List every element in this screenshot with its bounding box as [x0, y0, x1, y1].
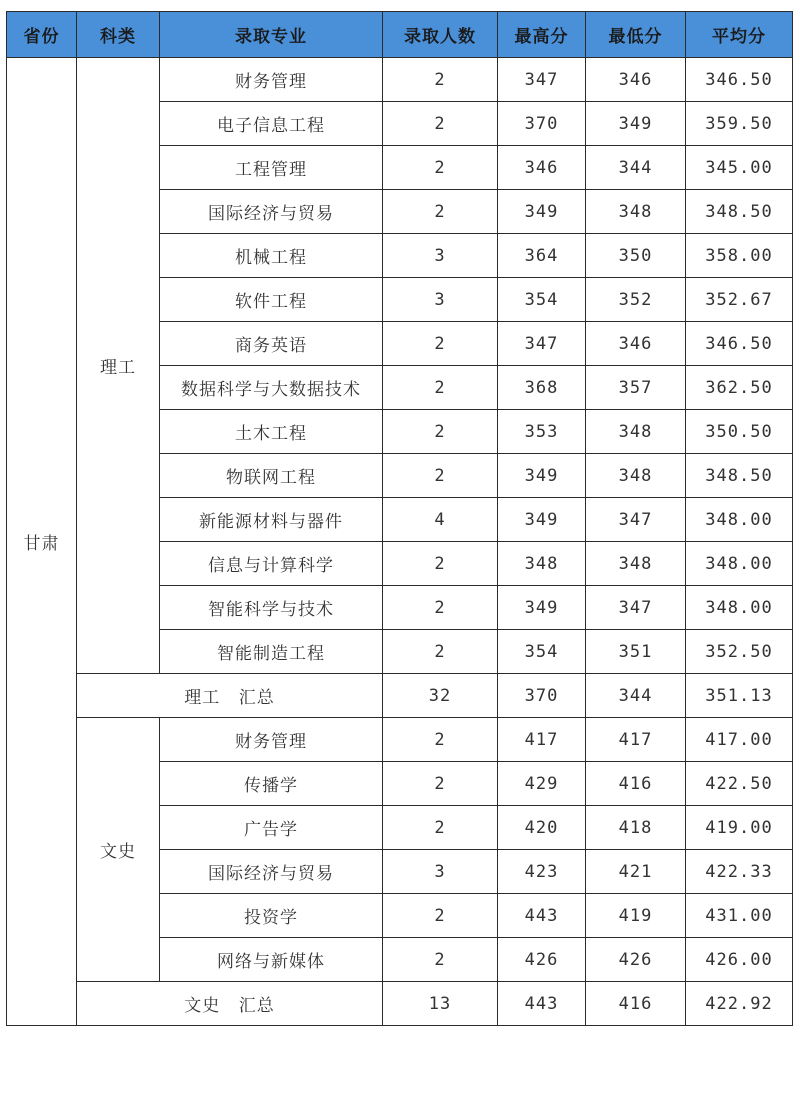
count-cell: 2: [383, 806, 498, 850]
min-score-cell: 344: [586, 146, 686, 190]
max-score-cell: 426: [498, 938, 586, 982]
subtotal-count: 32: [383, 674, 498, 718]
avg-score-cell: 419.00: [686, 806, 793, 850]
count-cell: 4: [383, 498, 498, 542]
max-score-cell: 420: [498, 806, 586, 850]
count-cell: 2: [383, 58, 498, 102]
min-score-cell: 347: [586, 586, 686, 630]
category-cell: 理工: [77, 58, 160, 674]
count-cell: 2: [383, 190, 498, 234]
min-score-cell: 347: [586, 498, 686, 542]
avg-score-cell: 358.00: [686, 234, 793, 278]
min-score-cell: 348: [586, 542, 686, 586]
count-cell: 2: [383, 630, 498, 674]
subtotal-row: [7, 982, 793, 1026]
count-cell: 3: [383, 850, 498, 894]
count-cell: 3: [383, 278, 498, 322]
major-cell: 传播学: [160, 762, 383, 806]
max-score-cell: 429: [498, 762, 586, 806]
avg-score-cell: 431.00: [686, 894, 793, 938]
count-cell: 2: [383, 894, 498, 938]
max-score-cell: 353: [498, 410, 586, 454]
avg-score-cell: 362.50: [686, 366, 793, 410]
major-cell: 工程管理: [160, 146, 383, 190]
min-score-cell: 351: [586, 630, 686, 674]
category-cell: 文史: [77, 718, 160, 982]
min-score-cell: 417: [586, 718, 686, 762]
avg-score-cell: 348.50: [686, 454, 793, 498]
subtotal-min-score: 416: [586, 982, 686, 1026]
major-cell: 投资学: [160, 894, 383, 938]
max-score-cell: 347: [498, 322, 586, 366]
min-score-cell: 346: [586, 58, 686, 102]
avg-score-cell: 346.50: [686, 322, 793, 366]
min-score-cell: 357: [586, 366, 686, 410]
max-score-cell: 349: [498, 190, 586, 234]
min-score-cell: 348: [586, 410, 686, 454]
min-score-cell: 419: [586, 894, 686, 938]
major-cell: 财务管理: [160, 718, 383, 762]
major-cell: 新能源材料与器件: [160, 498, 383, 542]
major-cell: 财务管理: [160, 58, 383, 102]
avg-score-cell: 359.50: [686, 102, 793, 146]
major-cell: 数据科学与大数据技术: [160, 366, 383, 410]
min-score-cell: 350: [586, 234, 686, 278]
count-cell: 2: [383, 102, 498, 146]
max-score-cell: 354: [498, 630, 586, 674]
major-cell: 土木工程: [160, 410, 383, 454]
header-avg-score: 平均分: [686, 12, 793, 58]
min-score-cell: 421: [586, 850, 686, 894]
avg-score-cell: 417.00: [686, 718, 793, 762]
min-score-cell: 346: [586, 322, 686, 366]
avg-score-cell: 352.50: [686, 630, 793, 674]
min-score-cell: 349: [586, 102, 686, 146]
major-cell: 商务英语: [160, 322, 383, 366]
major-cell: 智能制造工程: [160, 630, 383, 674]
avg-score-cell: 422.50: [686, 762, 793, 806]
header-count: 录取人数: [383, 12, 498, 58]
major-cell: 电子信息工程: [160, 102, 383, 146]
min-score-cell: 416: [586, 762, 686, 806]
major-cell: 物联网工程: [160, 454, 383, 498]
header-major: 录取专业: [160, 12, 383, 58]
min-score-cell: 426: [586, 938, 686, 982]
avg-score-cell: 348.00: [686, 586, 793, 630]
admission-table: [6, 11, 793, 1026]
min-score-cell: 352: [586, 278, 686, 322]
avg-score-cell: 348.00: [686, 542, 793, 586]
count-cell: 3: [383, 234, 498, 278]
max-score-cell: 370: [498, 102, 586, 146]
max-score-cell: 347: [498, 58, 586, 102]
max-score-cell: 423: [498, 850, 586, 894]
avg-score-cell: 426.00: [686, 938, 793, 982]
count-cell: 2: [383, 366, 498, 410]
count-cell: 2: [383, 762, 498, 806]
subtotal-max-score: 443: [498, 982, 586, 1026]
major-cell: 国际经济与贸易: [160, 190, 383, 234]
table-body: [7, 58, 793, 1026]
major-cell: 网络与新媒体: [160, 938, 383, 982]
subtotal-min-score: 344: [586, 674, 686, 718]
count-cell: 2: [383, 542, 498, 586]
subtotal-row: [7, 674, 793, 718]
avg-score-cell: 422.33: [686, 850, 793, 894]
table-row: [7, 718, 793, 762]
count-cell: 2: [383, 410, 498, 454]
major-cell: 信息与计算科学: [160, 542, 383, 586]
avg-score-cell: 348.00: [686, 498, 793, 542]
subtotal-max-score: 370: [498, 674, 586, 718]
major-cell: 智能科学与技术: [160, 586, 383, 630]
max-score-cell: 348: [498, 542, 586, 586]
count-cell: 2: [383, 146, 498, 190]
count-cell: 2: [383, 718, 498, 762]
header-category: 科类: [77, 12, 160, 58]
subtotal-label: 文史 汇总: [77, 982, 383, 1026]
min-score-cell: 348: [586, 454, 686, 498]
max-score-cell: 417: [498, 718, 586, 762]
subtotal-avg-score: 422.92: [686, 982, 793, 1026]
avg-score-cell: 350.50: [686, 410, 793, 454]
min-score-cell: 418: [586, 806, 686, 850]
avg-score-cell: 345.00: [686, 146, 793, 190]
max-score-cell: 354: [498, 278, 586, 322]
avg-score-cell: 346.50: [686, 58, 793, 102]
min-score-cell: 348: [586, 190, 686, 234]
max-score-cell: 443: [498, 894, 586, 938]
province-cell: 甘肃: [7, 58, 77, 1026]
count-cell: 2: [383, 938, 498, 982]
count-cell: 2: [383, 454, 498, 498]
count-cell: 2: [383, 322, 498, 366]
table-row: [7, 58, 793, 102]
header-row: [7, 12, 793, 58]
max-score-cell: 364: [498, 234, 586, 278]
major-cell: 国际经济与贸易: [160, 850, 383, 894]
avg-score-cell: 348.50: [686, 190, 793, 234]
table-header: [7, 12, 793, 58]
major-cell: 软件工程: [160, 278, 383, 322]
avg-score-cell: 352.67: [686, 278, 793, 322]
major-cell: 机械工程: [160, 234, 383, 278]
subtotal-label: 理工 汇总: [77, 674, 383, 718]
header-min-score: 最低分: [586, 12, 686, 58]
max-score-cell: 368: [498, 366, 586, 410]
subtotal-avg-score: 351.13: [686, 674, 793, 718]
max-score-cell: 349: [498, 586, 586, 630]
header-province: 省份: [7, 12, 77, 58]
header-max-score: 最高分: [498, 12, 586, 58]
max-score-cell: 346: [498, 146, 586, 190]
max-score-cell: 349: [498, 498, 586, 542]
count-cell: 2: [383, 586, 498, 630]
max-score-cell: 349: [498, 454, 586, 498]
subtotal-count: 13: [383, 982, 498, 1026]
major-cell: 广告学: [160, 806, 383, 850]
